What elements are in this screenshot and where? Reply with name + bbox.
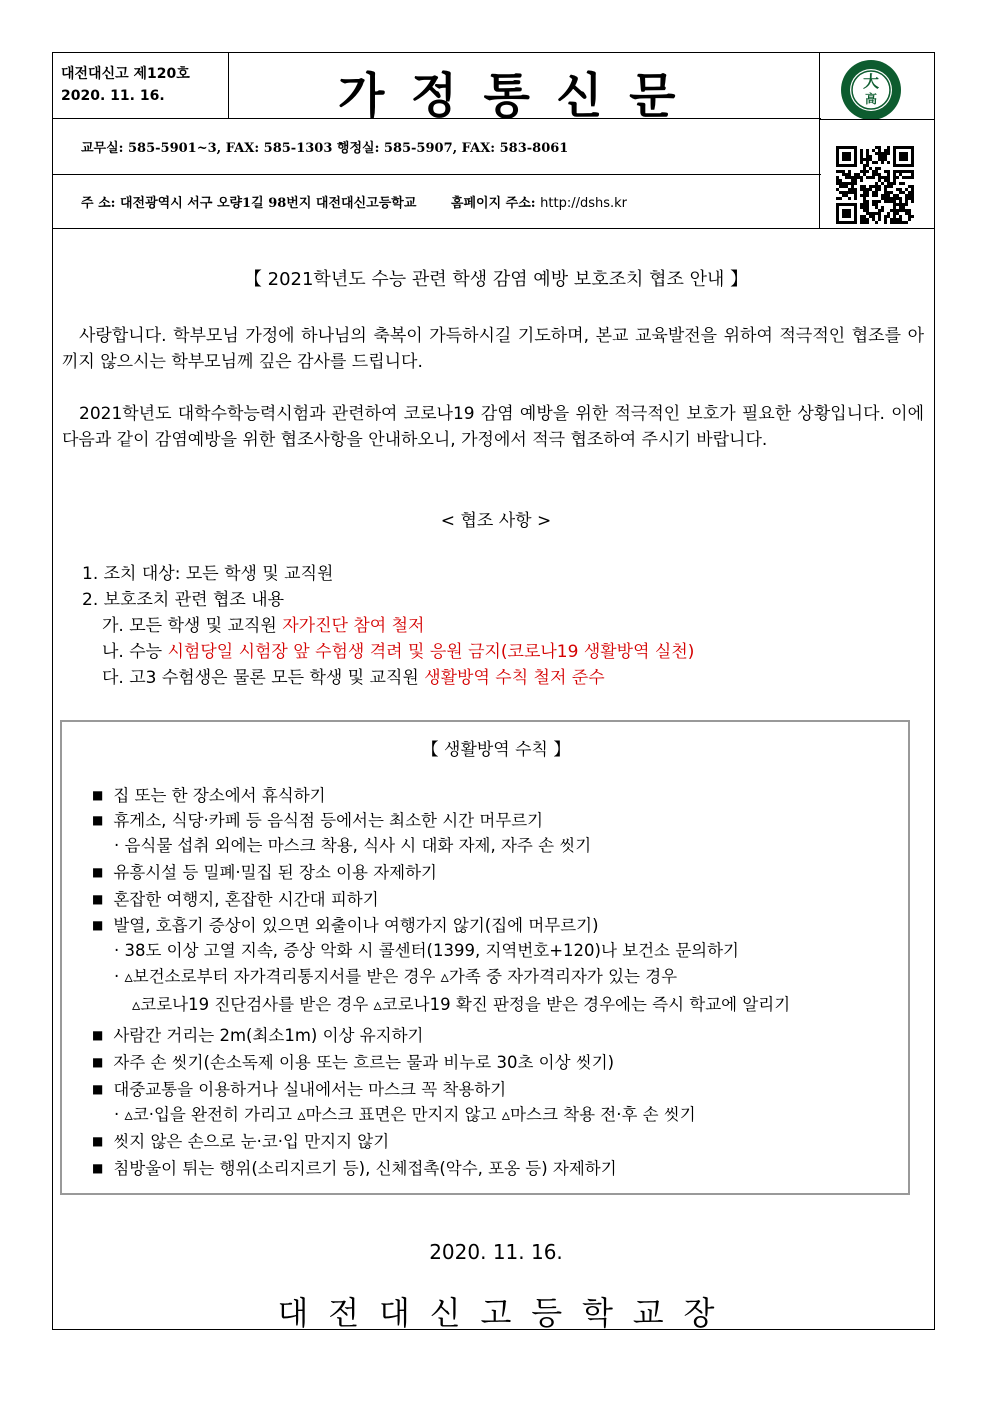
rule-subitem: · ▵코·입을 완전히 가리고 ▵마스크 표면은 만지지 않고 ▵마스크 착용 전·후 손 씻기 (114, 1105, 696, 1124)
school-emblem-icon (839, 58, 903, 122)
logo-character-2: 高 (864, 92, 878, 106)
coop-sub-c (102, 663, 605, 688)
rule-item: ■ 집 또는 한 장소에서 휴식하기 (92, 783, 326, 810)
rule-item: ■ 씻지 않은 손으로 눈·코·입 만지지 않기 (92, 1129, 389, 1156)
page-title: 가정통신문 (338, 68, 702, 124)
coop-title: < 협조 사항 > (440, 511, 552, 531)
notice-heading: 【 2021학년도 수능 관련 학생 감염 예방 보호조치 협조 안내 】 (243, 269, 749, 290)
rule-subitem: · 음식물 섭취 외에는 마스크 착용, 식사 시 대화 자제, 자주 손 씻기 (114, 836, 592, 855)
logo-divider (819, 119, 934, 120)
rule-subitem: · 38도 이상 고열 지속, 증상 악화 시 콜센터(1399, 지역번호+120)나 보건소 문의하기 (114, 941, 739, 960)
rule-item: ■ 발열, 호흡기 증상이 있으면 외출이나 여행가지 않기(집에 머무르기) (92, 913, 599, 940)
divider (228, 53, 229, 119)
homepage-label: 홈페이지 주소: (450, 196, 536, 211)
address: 대전광역시 서구 오량1길 98번지 대전대신고등학교 (119, 196, 417, 211)
issue-number: 대전대신고 제120호 (61, 66, 190, 82)
coop-sub-c-highlight: 생활방역 수칙 철저 준수 (424, 668, 605, 688)
header-date: 2020. 11. 16. (61, 88, 165, 104)
signature: 대전대신고등학교장 (277, 1294, 735, 1332)
address-label: 주 소: (81, 196, 116, 211)
coop-sub-c-text: 다. 고3 수험생은 물론 모든 학생 및 교직원 (102, 668, 425, 688)
rule-item: ■ 침방울이 튀는 행위(소리지르기 등), 신체접촉(악수, 포옹 등) 자제하기 (92, 1156, 617, 1183)
coop-sub-b-text: 나. 수능 (102, 642, 168, 662)
coop-sub-a-highlight: 자가진단 참여 철저 (282, 616, 425, 636)
rules-title: 【 생활방역 수칙 】 (421, 740, 571, 760)
coop-item-1: 1. 조치 대상: 모든 학생 및 교직원 (82, 564, 334, 584)
homepage-link[interactable]: http://dshs.kr (540, 196, 628, 211)
rule-item: ■ 휴게소, 식당·카페 등 음식점 등에서는 최소한 시간 머무르기 (92, 808, 543, 835)
rule-item: ■ 대중교통을 이용하거나 실내에서는 마스크 꼭 착용하기 (92, 1077, 506, 1104)
rule-item: ■ 자주 손 씻기(손소독제 이용 또는 흐르는 물과 비누로 30초 이상 씻기) (92, 1050, 614, 1077)
footer-date: 2020. 11. 16. (429, 1240, 563, 1264)
coop-sub-b (102, 637, 694, 662)
rule-subitem: · ▵보건소로부터 자가격리통지서를 받은 경우 ▵가족 중 자가격리자가 있는 경우 (114, 967, 678, 986)
rule-subitem: ▵코로나19 진단검사를 받은 경우 ▵코로나19 확진 판정을 받은 경우에는 즉시 학교에 알리기 (132, 995, 791, 1014)
context-paragraph: 2021학년도 대학수학능력시험과 관련하여 코로나19 감염 예방을 위한 적극적인 보호가 필요한 상황입니다. 이에 다음과 같이 감염예방을 위한 협조사항을 안내하오니, 가정에서 적극 협조하여 주시기 바랍니다. (62, 404, 924, 450)
coop-sub-a-text: 가. 모든 학생 및 교직원 (102, 616, 283, 636)
logo-character: 大 (862, 72, 880, 91)
rule-item: ■ 유흥시설 등 밀폐·밀집 된 장소 이용 자제하기 (92, 860, 437, 887)
school-logo (839, 58, 903, 122)
rule-item: ■ 혼잡한 여행지, 혼잡한 시간대 피하기 (92, 887, 379, 914)
coop-sub-a (102, 611, 424, 636)
phone-line: 교무실: 585-5901~3, FAX: 585-1303 행정실: 585-5907, FAX: 583-8061 (81, 141, 569, 156)
address-line (81, 192, 627, 211)
rule-item: ■ 사람간 거리는 2m(최소1m) 이상 유지하기 (92, 1023, 424, 1050)
coop-item-2: 2. 보호조치 관련 협조 내용 (82, 590, 285, 610)
greeting-paragraph: 사랑합니다. 학부모님 가정에 하나님의 축복이 가득하시길 기도하며, 본교 교육발전을 위하여 적극적인 협조를 아끼지 않으시는 학부모님께 깊은 감사를 드립니다. (62, 326, 924, 372)
coop-sub-b-highlight: 시험당일 시험장 앞 수험생 격려 및 응원 금지(코로나19 생활방역 실천) (167, 642, 695, 662)
